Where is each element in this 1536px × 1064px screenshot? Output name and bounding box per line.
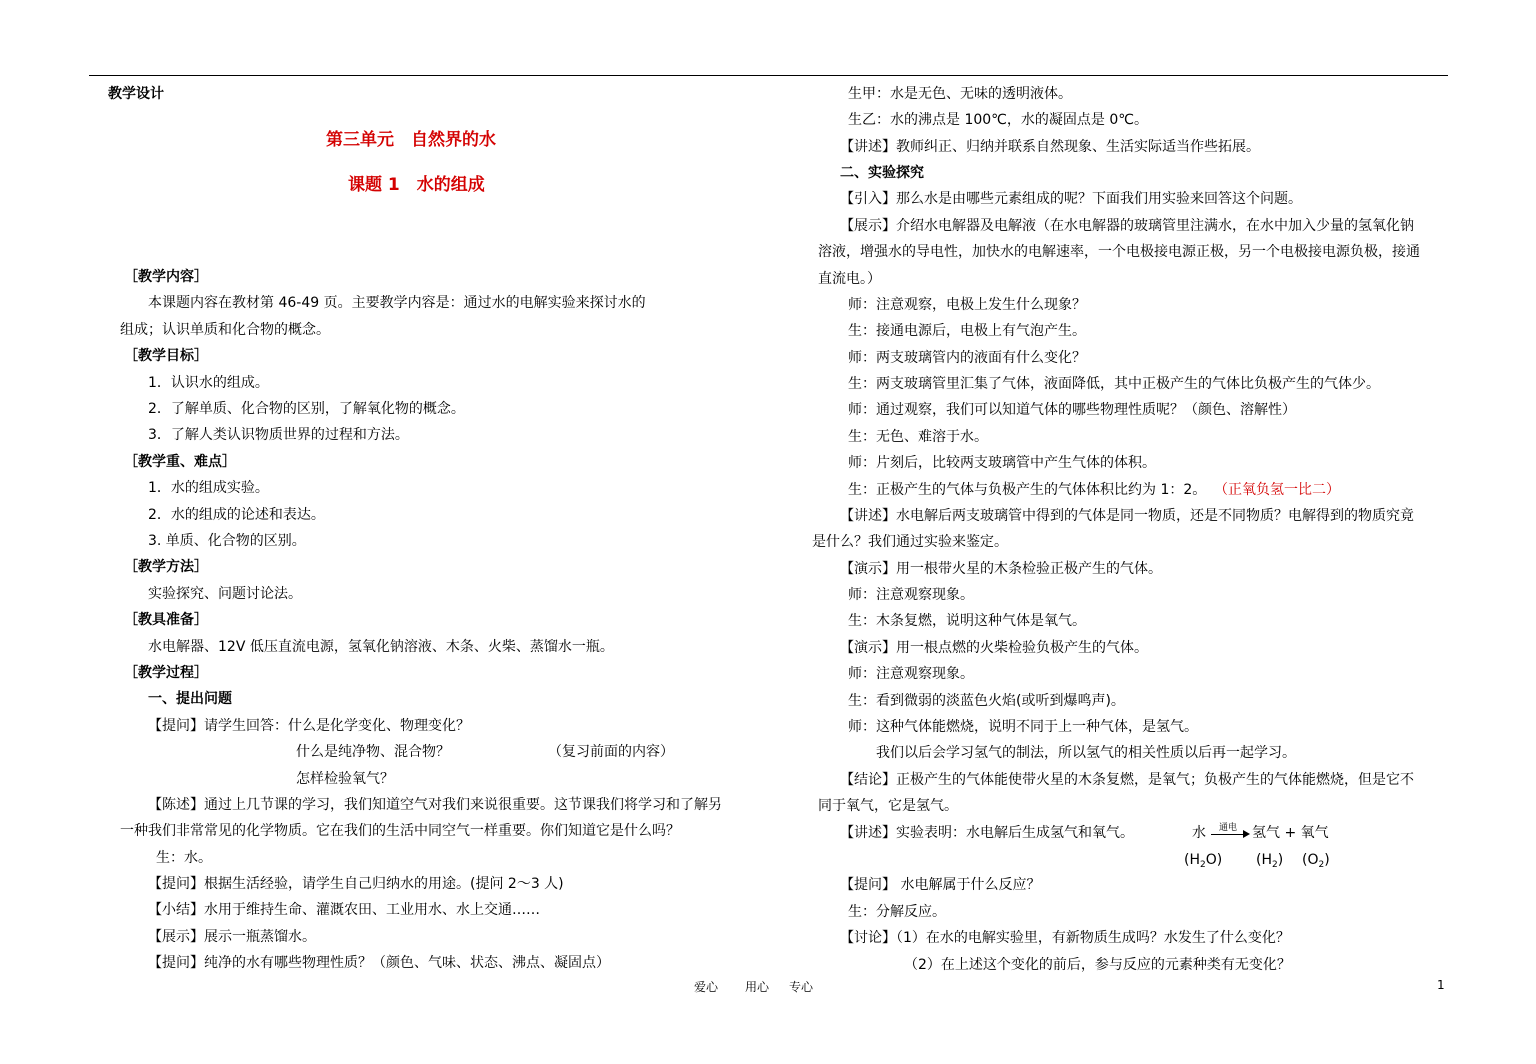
section-heading: ［教学目标］ — [124, 348, 208, 364]
paragraph-note: （复习前面的内容） — [548, 744, 674, 760]
list-item: 1．认识水的组成。 — [148, 375, 269, 391]
paragraph-line: 师：注意观察现象。 — [848, 587, 974, 603]
section-heading: ［教学过程］ — [124, 665, 208, 681]
footer-motto: 用心 — [745, 980, 770, 994]
list-item: 2．水的组成的论述和表达。 — [148, 507, 325, 523]
reaction-arrow — [1211, 834, 1245, 835]
page-number: 1 — [1437, 978, 1445, 992]
paragraph-line: 【展示】介绍水电解器及电解液（在水电解器的玻璃管里注满水，在水中加入少量的氢氧化钠 — [840, 218, 1414, 234]
equation-reactant: 水 — [1192, 825, 1206, 841]
header-label: 教学设计 — [108, 86, 164, 102]
paragraph-line: 生：木条复燃，说明这种气体是氧气。 — [848, 613, 1086, 629]
paragraph-line: 生甲：水是无色、无味的透明液体。 — [848, 86, 1072, 102]
paragraph-line: 师：通过观察，我们可以知道气体的哪些物理性质呢？（颜色、溶解性） — [848, 402, 1296, 418]
paragraph-line: 生：看到微弱的淡蓝色火焰(或听到爆鸣声)。 — [848, 693, 1125, 709]
paragraph-line: 同于氧气，它是氢气。 — [818, 798, 958, 814]
paragraph-line: 生：水。 — [156, 850, 212, 866]
paragraph-line: 【陈述】通过上几节课的学习，我们知道空气对我们来说很重要。这节课我们将学习和了解另 — [148, 797, 722, 813]
mnemonic-note: （正氧负氢一比二） — [1214, 482, 1340, 498]
paragraph-line: 生：两支玻璃管里汇集了气体，液面降低，其中正极产生的气体比负极产生的气体少。 — [848, 376, 1380, 392]
paragraph-line: 【讲述】教师纠正、归纳并联系自然现象、生活实际适当作些拓展。 — [840, 139, 1260, 155]
paragraph-line: （2）在上述这个变化的前后，参与反应的元素种类有无变化？ — [904, 957, 1291, 973]
paragraph-line: 师：注意观察现象。 — [848, 666, 974, 682]
header-rule — [89, 75, 1448, 76]
paragraph-line: 【提问】纯净的水有哪些物理性质？（颜色、气味、状态、沸点、凝固点） — [148, 955, 610, 971]
paragraph-line: 怎样检验氧气？ — [296, 771, 394, 787]
formula-oxygen: $(O_2)$ — [1302, 852, 1330, 870]
subsection-heading: 二、实验探究 — [840, 165, 924, 181]
list-item: 1．水的组成实验。 — [148, 480, 269, 496]
equation-condition: 通电 — [1219, 823, 1238, 833]
paragraph-line: 我们以后会学习氢气的制法，所以氢气的相关性质以后再一起学习。 — [876, 745, 1296, 761]
paragraph-line: 一种我们非常常见的化学物质。它在我们的生活中同空气一样重要。你们知道它是什么吗？ — [120, 823, 680, 839]
paragraph-line: 【提问】根据生活经验，请学生自己归纳水的用途。(提问 2～3 人) — [148, 876, 564, 892]
paragraph-line: 生：无色、难溶于水。 — [848, 429, 988, 445]
section-heading: ［教具准备］ — [124, 612, 208, 628]
paragraph-line: 生：正极产生的气体与负极产生的气体体积比约为 1：2。 — [848, 482, 1207, 498]
paragraph-line: 师：两支玻璃管内的液面有什么变化？ — [848, 350, 1086, 366]
section-heading: ［教学重、难点］ — [124, 454, 236, 470]
paragraph-line: 生乙：水的沸点是 100℃，水的凝固点是 0℃。 — [848, 112, 1148, 128]
paragraph-line: 【提问】请学生回答：什么是化学变化、物理变化？ — [148, 718, 470, 734]
paragraph-line: 【演示】用一根带火星的木条检验正极产生的气体。 — [840, 561, 1162, 577]
paragraph-line: 【演示】用一根点燃的火柴检验负极产生的气体。 — [840, 640, 1148, 656]
paragraph-line: 是什么？我们通过实验来鉴定。 — [812, 534, 1008, 550]
formula-hydrogen: $(H_2)$ — [1256, 852, 1284, 870]
list-item: 3. 单质、化合物的区别。 — [148, 533, 306, 549]
arrow-head-icon — [1243, 830, 1250, 838]
list-item: 3．了解人类认识物质世界的过程和方法。 — [148, 427, 409, 443]
paragraph-line: 生：分解反应。 — [848, 904, 946, 920]
footer-motto: 爱心 — [694, 980, 719, 994]
paragraph-line: 【结论】正极产生的气体能使带火星的木条复燃，是氧气；负极产生的气体能燃烧，但是它不 — [840, 772, 1414, 788]
equation-products: 氢气 + 氧气 — [1252, 825, 1329, 841]
paragraph-line: 直流电。） — [818, 271, 881, 287]
footer-motto: 专心 — [789, 980, 814, 994]
section-heading: ［教学内容］ — [124, 269, 208, 285]
paragraph-line: 本课题内容在教材第 46-49 页。主要教学内容是：通过水的电解实验来探讨水的 — [148, 295, 646, 311]
paragraph-line: 【讲述】水电解后两支玻璃管中得到的气体是同一物质，还是不同物质？电解得到的物质究竟 — [840, 508, 1414, 524]
paragraph-line: 师：这种气体能燃烧，说明不同于上一种气体，是氢气。 — [848, 719, 1198, 735]
paragraph-line: 【小结】水用于维持生命、灌溉农田、工业用水、水上交通…… — [148, 902, 540, 918]
paragraph-line: 【提问】 水电解属于什么反应？ — [840, 877, 1041, 893]
lesson-title: 课题 1 水的组成 — [348, 175, 485, 195]
paragraph-line: 【展示】展示一瓶蒸馏水。 — [148, 929, 316, 945]
unit-title: 第三单元 自然界的水 — [326, 130, 496, 150]
paragraph-line: 实验探究、问题讨论法。 — [148, 586, 302, 602]
paragraph-line: 溶液，增强水的导电性，加快水的电解速率，一个电极接电源正极，另一个电极接电源负极，接通 — [818, 244, 1420, 260]
paragraph-line: 生：接通电源后，电极上有气泡产生。 — [848, 323, 1086, 339]
formula-water: $(H_2O)$ — [1184, 852, 1223, 870]
list-item: 2．了解单质、化合物的区别，了解氧化物的概念。 — [148, 401, 465, 417]
paragraph-line: 组成；认识单质和化合物的概念。 — [120, 322, 330, 338]
paragraph-line: 【讨论】（1）在水的电解实验里，有新物质生成吗？水发生了什么变化？ — [840, 930, 1290, 946]
paragraph-line: 水电解器、12V 低压直流电源，氢氧化钠溶液、木条、火柴、蒸馏水一瓶。 — [148, 639, 614, 655]
paragraph-line: 【讲述】实验表明：水电解后生成氢气和氧气。 — [840, 825, 1134, 841]
paragraph-line: 师：注意观察，电极上发生什么现象？ — [848, 297, 1086, 313]
section-heading: ［教学方法］ — [124, 559, 208, 575]
paragraph-line: 什么是纯净物、混合物？ — [296, 744, 450, 760]
paragraph-line: 【引入】那么水是由哪些元素组成的呢？下面我们用实验来回答这个问题。 — [840, 191, 1302, 207]
paragraph-line: 师：片刻后，比较两支玻璃管中产生气体的体积。 — [848, 455, 1156, 471]
subsection-heading: 一、提出问题 — [148, 691, 232, 707]
